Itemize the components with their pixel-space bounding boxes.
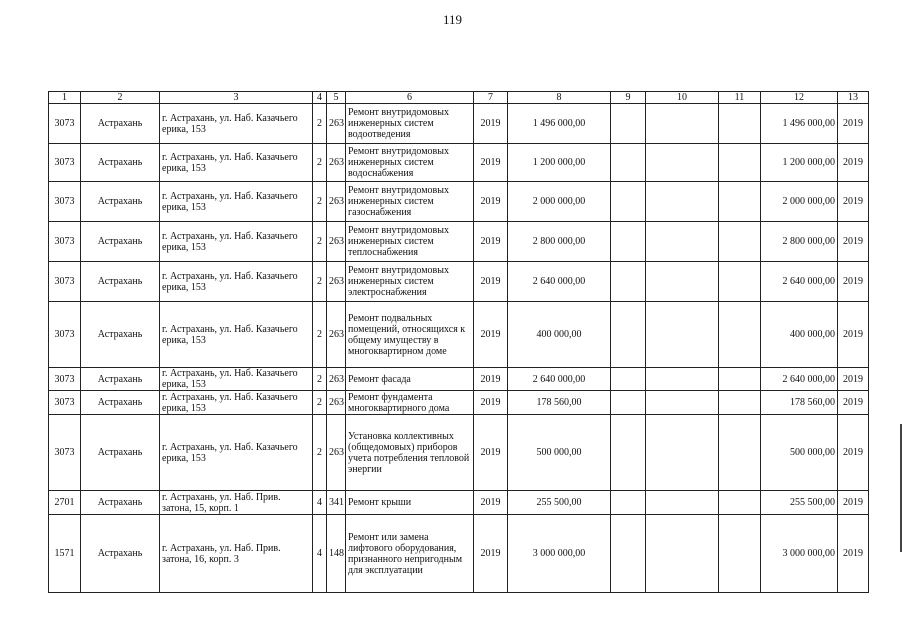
cell-total: 1 496 000,00 — [761, 104, 838, 144]
cell-address: г. Астрахань, ул. Наб. Прив. затона, 16, корп. 3 — [160, 515, 313, 593]
col-header-4: 4 — [313, 92, 327, 104]
cell-address: г. Астрахань, ул. Наб. Казачьего ерика, 153 — [160, 182, 313, 222]
cell-total: 3 000 000,00 — [761, 515, 838, 593]
cell-id: 3073 — [49, 182, 81, 222]
cell-amount: 2 640 000,00 — [508, 262, 611, 302]
cell-col11 — [719, 515, 761, 593]
cell-city: Астрахань — [81, 515, 160, 593]
cell-total: 400 000,00 — [761, 302, 838, 368]
cell-amount: 1 496 000,00 — [508, 104, 611, 144]
cell-year-end: 2019 — [838, 515, 869, 593]
cell-amount: 2 800 000,00 — [508, 222, 611, 262]
cell-year: 2019 — [474, 144, 508, 182]
cell-amount: 400 000,00 — [508, 302, 611, 368]
cell-id: 3073 — [49, 368, 81, 391]
cell-id: 3073 — [49, 104, 81, 144]
cell-year: 2019 — [474, 391, 508, 415]
cell-col5: 263 — [327, 222, 346, 262]
table-row — [49, 491, 869, 515]
cell-work-type: Ремонт внутридомовых инженерных систем водоснабжения — [346, 144, 474, 182]
cell-work-type: Ремонт внутридомовых инженерных систем газоснабжения — [346, 182, 474, 222]
cell-col11 — [719, 104, 761, 144]
cell-col4: 4 — [313, 515, 327, 593]
cell-amount: 1 200 000,00 — [508, 144, 611, 182]
cell-col4: 2 — [313, 262, 327, 302]
cell-col11 — [719, 391, 761, 415]
cell-city: Астрахань — [81, 222, 160, 262]
cell-year: 2019 — [474, 182, 508, 222]
cell-col11 — [719, 415, 761, 491]
cell-total: 178 560,00 — [761, 391, 838, 415]
table-row — [49, 302, 869, 368]
cell-col4: 2 — [313, 144, 327, 182]
cell-total: 2 640 000,00 — [761, 262, 838, 302]
cell-total: 500 000,00 — [761, 415, 838, 491]
cell-amount: 2 000 000,00 — [508, 182, 611, 222]
cell-id: 3073 — [49, 415, 81, 491]
cell-amount: 2 640 000,00 — [508, 368, 611, 391]
cell-address: г. Астрахань, ул. Наб. Казачьего ерика, 153 — [160, 368, 313, 391]
cell-city: Астрахань — [81, 415, 160, 491]
cell-year-end: 2019 — [838, 222, 869, 262]
cell-col9 — [611, 515, 646, 593]
cell-amount: 3 000 000,00 — [508, 515, 611, 593]
page-number: 119 — [442, 12, 463, 27]
cell-city: Астрахань — [81, 144, 160, 182]
cell-col11 — [719, 182, 761, 222]
cell-year-end: 2019 — [838, 262, 869, 302]
cell-year-end: 2019 — [838, 368, 869, 391]
cell-total: 2 800 000,00 — [761, 222, 838, 262]
cell-year: 2019 — [474, 104, 508, 144]
col-header-11: 11 — [719, 92, 761, 104]
cell-year-end: 2019 — [838, 144, 869, 182]
cell-city: Астрахань — [81, 491, 160, 515]
table-row — [49, 182, 869, 222]
cell-col4: 2 — [313, 182, 327, 222]
cell-id: 3073 — [49, 222, 81, 262]
cell-id: 3073 — [49, 391, 81, 415]
cell-year: 2019 — [474, 515, 508, 593]
cell-col11 — [719, 491, 761, 515]
cell-city: Астрахань — [81, 391, 160, 415]
repair-program-table — [48, 91, 869, 593]
table-row — [49, 515, 869, 593]
cell-col10 — [646, 391, 719, 415]
cell-year: 2019 — [474, 415, 508, 491]
cell-year: 2019 — [474, 491, 508, 515]
cell-col5: 263 — [327, 262, 346, 302]
cell-year-end: 2019 — [838, 491, 869, 515]
cell-col4: 2 — [313, 104, 327, 144]
cell-col9 — [611, 262, 646, 302]
cell-address: г. Астрахань, ул. Наб. Прив. затона, 15, корп. 1 — [160, 491, 313, 515]
cell-year-end: 2019 — [838, 302, 869, 368]
cell-col5: 341 — [327, 491, 346, 515]
cell-total: 1 200 000,00 — [761, 144, 838, 182]
table-row — [49, 415, 869, 491]
table-body — [49, 104, 869, 593]
cell-total: 255 500,00 — [761, 491, 838, 515]
table-container — [48, 91, 863, 593]
cell-col4: 2 — [313, 368, 327, 391]
cell-work-type: Ремонт крыши — [346, 491, 474, 515]
cell-col4: 2 — [313, 222, 327, 262]
col-header-1: 1 — [49, 92, 81, 104]
scan-edge-mark — [900, 424, 902, 552]
cell-address: г. Астрахань, ул. Наб. Казачьего ерика, 153 — [160, 262, 313, 302]
cell-id: 3073 — [49, 302, 81, 368]
cell-city: Астрахань — [81, 302, 160, 368]
cell-address: г. Астрахань, ул. Наб. Казачьего ерика, 153 — [160, 302, 313, 368]
col-header-2: 2 — [81, 92, 160, 104]
cell-work-type: Ремонт подвальных помещений, относящихся к общему имуществу в многоквартирном доме — [346, 302, 474, 368]
cell-col5: 263 — [327, 368, 346, 391]
cell-col11 — [719, 368, 761, 391]
cell-col11 — [719, 222, 761, 262]
table-row — [49, 262, 869, 302]
cell-col10 — [646, 515, 719, 593]
cell-col9 — [611, 491, 646, 515]
cell-work-type: Ремонт внутридомовых инженерных систем электроснабжения — [346, 262, 474, 302]
cell-col9 — [611, 104, 646, 144]
cell-id: 3073 — [49, 144, 81, 182]
cell-col10 — [646, 302, 719, 368]
cell-address: г. Астрахань, ул. Наб. Казачьего ерика, 153 — [160, 415, 313, 491]
table-row — [49, 368, 869, 391]
cell-city: Астрахань — [81, 368, 160, 391]
cell-col11 — [719, 262, 761, 302]
cell-work-type: Ремонт фундамента многоквартирного дома — [346, 391, 474, 415]
cell-col5: 263 — [327, 302, 346, 368]
cell-amount: 500 000,00 — [508, 415, 611, 491]
cell-year: 2019 — [474, 222, 508, 262]
cell-total: 2 640 000,00 — [761, 368, 838, 391]
col-header-12: 12 — [761, 92, 838, 104]
col-header-10: 10 — [646, 92, 719, 104]
cell-year: 2019 — [474, 302, 508, 368]
cell-amount: 178 560,00 — [508, 391, 611, 415]
cell-col4: 2 — [313, 415, 327, 491]
cell-col10 — [646, 262, 719, 302]
cell-col10 — [646, 104, 719, 144]
cell-col10 — [646, 368, 719, 391]
table-row — [49, 144, 869, 182]
cell-year-end: 2019 — [838, 391, 869, 415]
table-row — [49, 391, 869, 415]
cell-address: г. Астрахань, ул. Наб. Казачьего ерика, 153 — [160, 222, 313, 262]
cell-col9 — [611, 144, 646, 182]
col-header-5: 5 — [327, 92, 346, 104]
col-header-9: 9 — [611, 92, 646, 104]
cell-work-type: Ремонт фасада — [346, 368, 474, 391]
cell-col10 — [646, 182, 719, 222]
cell-id: 3073 — [49, 262, 81, 302]
cell-year-end: 2019 — [838, 104, 869, 144]
cell-col5: 263 — [327, 391, 346, 415]
cell-col11 — [719, 144, 761, 182]
cell-work-type: Ремонт или замена лифтового оборудования, признанного непригодным для эксплуатации — [346, 515, 474, 593]
col-header-8: 8 — [508, 92, 611, 104]
cell-col5: 263 — [327, 182, 346, 222]
cell-year: 2019 — [474, 262, 508, 302]
col-header-6: 6 — [346, 92, 474, 104]
cell-col4: 2 — [313, 391, 327, 415]
cell-col9 — [611, 222, 646, 262]
col-header-7: 7 — [474, 92, 508, 104]
cell-col4: 2 — [313, 302, 327, 368]
cell-col4: 4 — [313, 491, 327, 515]
column-number-row — [49, 92, 869, 104]
col-header-3: 3 — [160, 92, 313, 104]
cell-col5: 148 — [327, 515, 346, 593]
cell-id: 2701 — [49, 491, 81, 515]
cell-total: 2 000 000,00 — [761, 182, 838, 222]
cell-col5: 263 — [327, 144, 346, 182]
table-row — [49, 104, 869, 144]
cell-work-type: Ремонт внутридомовых инженерных систем теплоснабжения — [346, 222, 474, 262]
cell-year: 2019 — [474, 368, 508, 391]
cell-col5: 263 — [327, 104, 346, 144]
table-row — [49, 222, 869, 262]
cell-col9 — [611, 415, 646, 491]
cell-id: 1571 — [49, 515, 81, 593]
cell-col9 — [611, 368, 646, 391]
cell-col10 — [646, 415, 719, 491]
cell-col9 — [611, 182, 646, 222]
cell-amount: 255 500,00 — [508, 491, 611, 515]
cell-col10 — [646, 144, 719, 182]
cell-address: г. Астрахань, ул. Наб. Казачьего ерика, 153 — [160, 391, 313, 415]
cell-col11 — [719, 302, 761, 368]
cell-work-type: Ремонт внутридомовых инженерных систем водоотведения — [346, 104, 474, 144]
cell-col10 — [646, 491, 719, 515]
col-header-13: 13 — [838, 92, 869, 104]
cell-year-end: 2019 — [838, 415, 869, 491]
cell-col9 — [611, 391, 646, 415]
cell-city: Астрахань — [81, 104, 160, 144]
cell-address: г. Астрахань, ул. Наб. Казачьего ерика, 153 — [160, 104, 313, 144]
cell-col5: 263 — [327, 415, 346, 491]
cell-city: Астрахань — [81, 262, 160, 302]
cell-year-end: 2019 — [838, 182, 869, 222]
cell-city: Астрахань — [81, 182, 160, 222]
cell-col10 — [646, 222, 719, 262]
cell-col9 — [611, 302, 646, 368]
cell-work-type: Установка коллективных (общедомовых) приборов учета потребления тепловой энергии — [346, 415, 474, 491]
cell-address: г. Астрахань, ул. Наб. Казачьего ерика, 153 — [160, 144, 313, 182]
